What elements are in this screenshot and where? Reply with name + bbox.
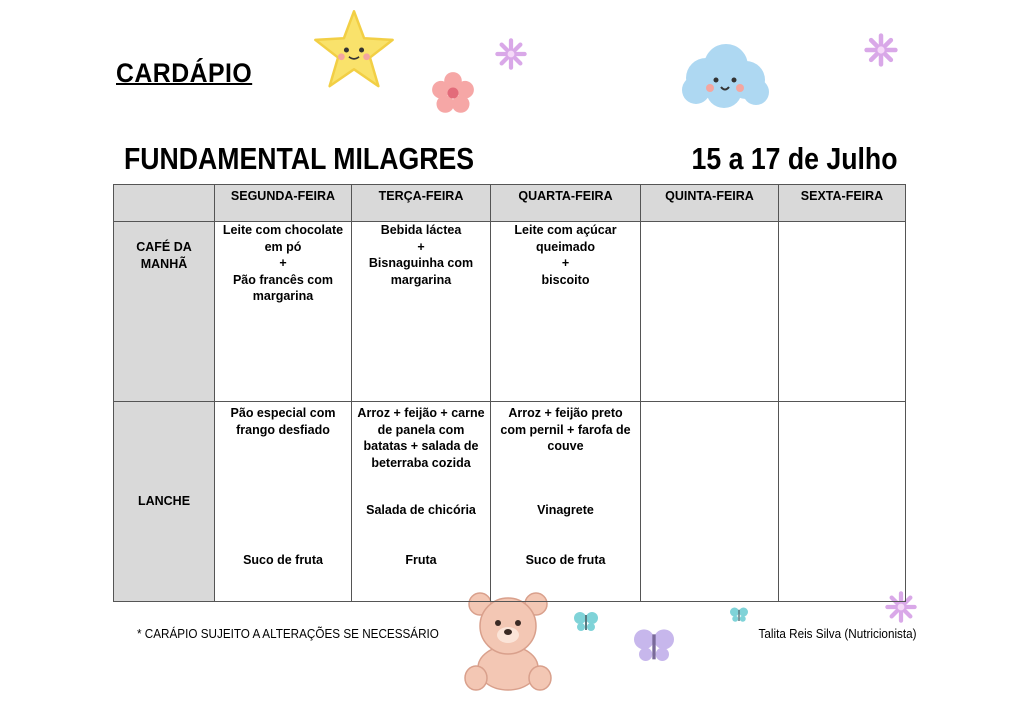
menu-line: couve (547, 439, 584, 453)
menu-line: de panela com (377, 422, 465, 437)
menu-cell (491, 402, 641, 602)
star-icon (312, 8, 396, 92)
menu-line: Bisnaguinha com (368, 256, 474, 270)
menu-drink: Suco de fruta (525, 553, 606, 567)
menu-cell-empty (641, 222, 779, 402)
menu-line: Pão especial com (230, 406, 336, 420)
day-header: SEGUNDA-FEIRA (215, 185, 352, 222)
menu-table (113, 184, 906, 602)
menu-side-dish: Vinagrete (537, 503, 594, 517)
day-header: QUARTA-FEIRA (491, 185, 641, 222)
menu-drink: Suco de fruta (243, 553, 323, 567)
menu-line: + (417, 239, 425, 254)
corner-cell (114, 185, 215, 222)
header-row (114, 185, 906, 222)
menu-line: em pó (264, 239, 302, 254)
meal-label (114, 402, 215, 602)
menu-cell-empty (779, 402, 906, 602)
menu-line: biscoito (541, 272, 590, 287)
menu-drink: Fruta (405, 553, 437, 567)
day-header: SEXTA-FEIRA (779, 185, 906, 222)
date-range: 15 a 17 de Julho (691, 141, 897, 176)
menu-line: Arroz + feijão preto (508, 406, 623, 420)
butterfly-icon (729, 606, 749, 624)
menu-line: + (561, 256, 570, 270)
teddy-bear-icon (462, 590, 554, 692)
menu-cell-empty (641, 402, 779, 602)
meal-label-line: CAFÉ DA (136, 240, 192, 254)
menu-cell-empty (779, 222, 906, 402)
day-header: QUINTA-FEIRA (641, 185, 779, 222)
menu-line: Arroz + feijão + carne (357, 406, 485, 420)
table-row (114, 222, 906, 402)
menu-cell (491, 222, 641, 402)
page-title: CARDÁPIO (116, 58, 253, 88)
menu-line: Leite com açúcar (514, 223, 617, 237)
butterfly-icon (632, 626, 676, 666)
butterfly-icon (573, 610, 599, 634)
table-row (114, 402, 906, 602)
menu-line: Leite com chocolate (222, 223, 344, 237)
menu-line: margarina (252, 289, 314, 303)
menu-cell (215, 402, 352, 602)
menu-cell (215, 222, 352, 402)
menu-line: com pernil + farofa de (500, 422, 631, 437)
meal-label-line: LANCHE (137, 494, 191, 509)
menu-line: beterraba cozida (371, 455, 471, 470)
menu-line: batatas + salada de (363, 439, 479, 453)
day-header: TERÇA-FEIRA (352, 185, 491, 222)
menu-line: Bebida láctea (380, 223, 462, 237)
menu-line: margarina (390, 272, 452, 287)
menu-cell (352, 222, 491, 402)
menu-line: + (279, 256, 287, 270)
menu-line: Pão francês com (232, 272, 334, 287)
menu-cell (352, 402, 491, 602)
meal-label-line: MANHÃ (140, 256, 188, 271)
school-name: FUNDAMENTAL MILAGRES (124, 141, 475, 176)
menu-line: queimado (535, 239, 596, 254)
nutritionist-signature: Talita Reis Silva (Nutricionista) (758, 626, 917, 641)
flower-icon (863, 32, 899, 68)
flower-icon (494, 37, 528, 71)
disclaimer-note: * CARÁPIO SUJEITO A ALTERAÇÕES SE NECESSÁRIO (137, 626, 439, 641)
menu-side-dish: Salada de chicória (366, 503, 476, 517)
menu-line: frango desfiado (236, 422, 330, 437)
flower-icon (431, 71, 475, 115)
cloud-icon (676, 38, 772, 112)
meal-label (114, 222, 215, 402)
